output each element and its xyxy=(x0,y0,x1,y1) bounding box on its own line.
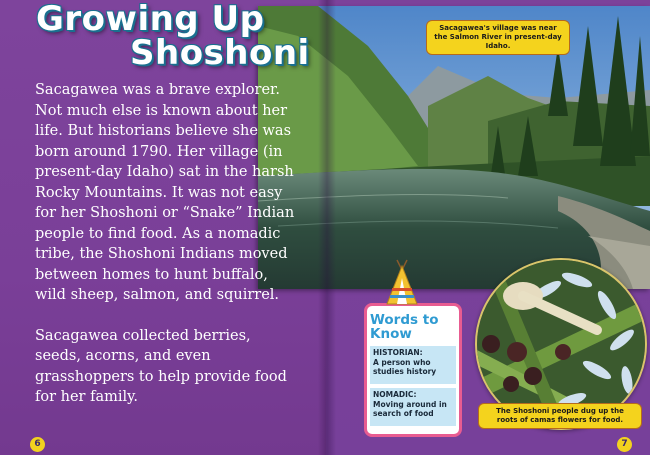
body-paragraph-1: Sacagawea was a brave explorer. Not much else is known about her life. But historians believe she was born around 1790. Her village (in present-day Idaho) sat in the harsh Rocky Mountains. It was not easy for her Shoshoni or “Snake” Indian people to find food. As a nomadic tribe, the Shoshoni Indians moved between homes to hunt buffalo, wild sheep, salmon, and squirrel. xyxy=(35,82,295,303)
wtk-heading-line-2: Know xyxy=(370,326,412,342)
wtk-term: HISTORIAN: xyxy=(373,348,423,357)
wtk-definition: A person who studies history xyxy=(373,357,437,376)
page-number-left: 6 xyxy=(30,437,45,452)
gutter-shadow xyxy=(318,0,336,455)
wtk-heading-line-1: Words to xyxy=(370,312,439,328)
tipi-icon xyxy=(384,258,420,306)
wtk-entry xyxy=(370,388,456,426)
words-to-know-box xyxy=(364,303,462,437)
title-line-2: Shoshoni xyxy=(130,33,310,73)
wtk-definition: Moving around in search of food xyxy=(373,399,447,418)
body-paragraph-2: Sacagawea collected berries, seeds, acorns, and even grasshoppers to help provide food for her family. xyxy=(35,327,287,405)
wtk-entry xyxy=(370,346,456,384)
camas-caption: The Shoshoni people dug up the roots of camas flowers for food. xyxy=(478,403,642,429)
page-number-right: 7 xyxy=(617,437,632,452)
words-to-know-heading xyxy=(370,313,456,341)
title-line-1: Growing Up xyxy=(36,0,265,39)
page-title xyxy=(22,0,310,73)
wtk-term: NOMADIC: xyxy=(373,390,417,399)
river-caption: Sacagawea's village was near the Salmon River in present-day Idaho. xyxy=(426,20,570,55)
body-text xyxy=(35,80,295,408)
